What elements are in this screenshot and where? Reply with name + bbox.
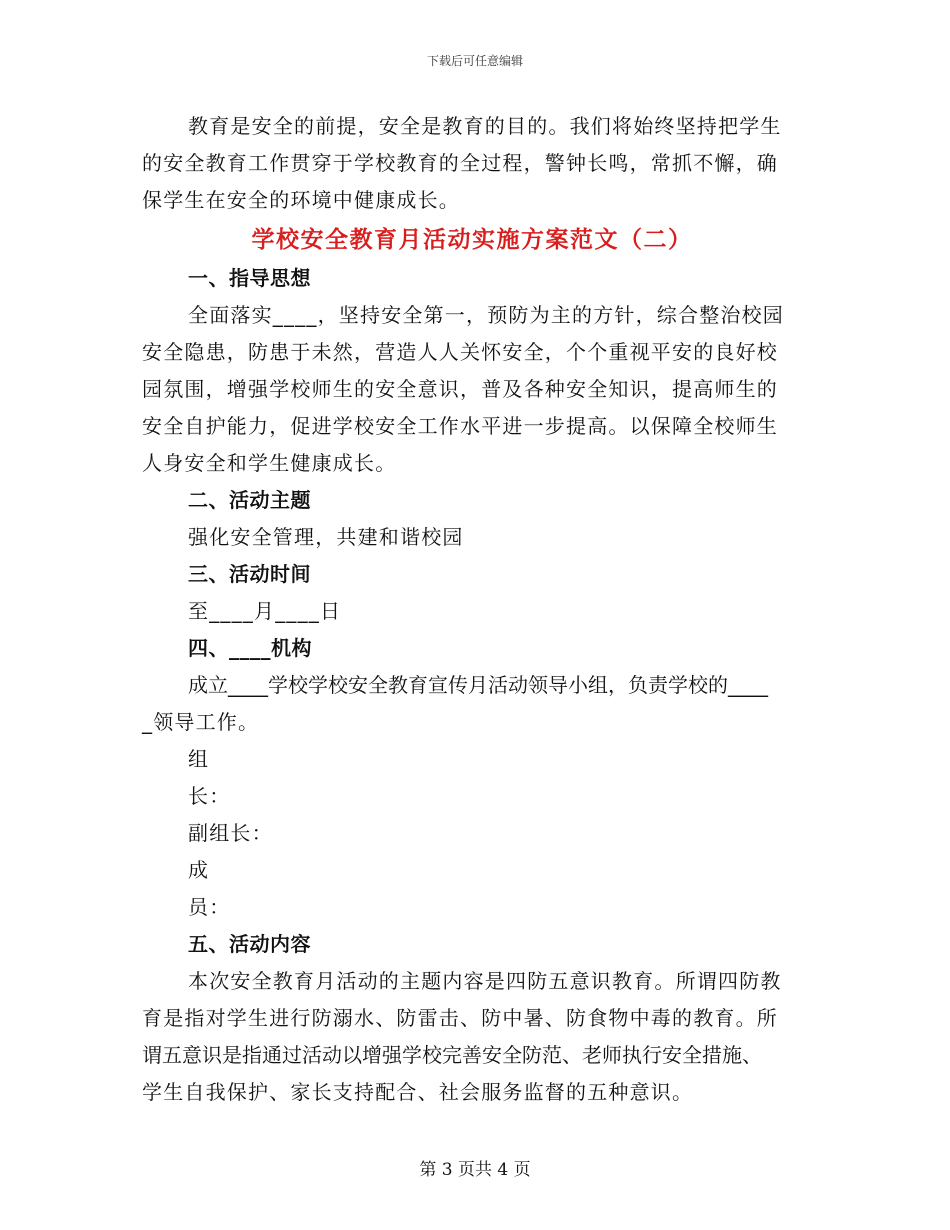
paragraph-line: 本次安全教育月活动的主题内容是四防五意识教育。所谓四防教: [188, 969, 782, 993]
intro-line: 的安全教育工作贯穿于学校教育的全过程，警钟长鸣，常抓不懈，确: [142, 151, 778, 175]
section-heading-content: 五、活动内容: [188, 932, 311, 956]
page-footer: 第 3 页共 4 页: [419, 1160, 531, 1180]
paragraph-line: 学生自我保护、家长支持配合、社会服务监督的五种意识。: [142, 1080, 694, 1104]
section-heading-organization: 四、____机构: [188, 636, 312, 660]
role-line: 组: [188, 747, 210, 771]
section-heading-time: 三、活动时间: [188, 562, 311, 586]
document-title: 学校安全教育月活动实施方案范文（二）: [251, 227, 693, 253]
paragraph-line: 谓五意识是指通过活动以增强学校完善安全防范、老师执行安全措施、: [142, 1043, 762, 1067]
role-line: 长：: [188, 784, 231, 808]
paragraph-line: 至____月____日: [188, 599, 342, 623]
role-line: 员：: [188, 895, 231, 919]
paragraph-line: 育是指对学生进行防溺水、防雷击、防中暑、防食物中毒的教育。所: [142, 1006, 778, 1030]
intro-line: 保学生在安全的环境中健康成长。: [142, 188, 460, 212]
document-body: [142, 108, 802, 1111]
role-line: 副组长：: [188, 821, 273, 845]
page-header: 下载后可任意编辑: [426, 54, 523, 68]
paragraph-line: 全面落实____，坚持安全第一，预防为主的方针，综合整治校园: [188, 303, 784, 327]
paragraph-line: 强化安全管理，共建和谐校园: [188, 525, 464, 549]
role-line: 成: [188, 858, 210, 882]
paragraph-line: 人身安全和学生健康成长。: [142, 451, 397, 475]
paragraph-line: 园氛围，增强学校师生的安全意识，普及各种安全知识，提高师生的: [142, 377, 778, 401]
paragraph-line: 安全自护能力，促进学校安全工作水平进一步提高。以保障全校师生: [142, 414, 778, 438]
paragraph-line: _领导工作。: [142, 710, 260, 734]
section-heading-theme: 二、活动主题: [188, 488, 311, 512]
paragraph-line: 安全隐患，防患于未然，营造人人关怀安全，个个重视平安的良好校: [142, 340, 778, 364]
paragraph-line: 成立____学校学校安全教育宣传月活动领导小组，负责学校的____: [188, 673, 768, 697]
intro-line: 教育是安全的前提，安全是教育的目的。我们将始终坚持把学生: [188, 114, 782, 138]
section-heading-guiding-thought: 一、指导思想: [188, 266, 311, 290]
